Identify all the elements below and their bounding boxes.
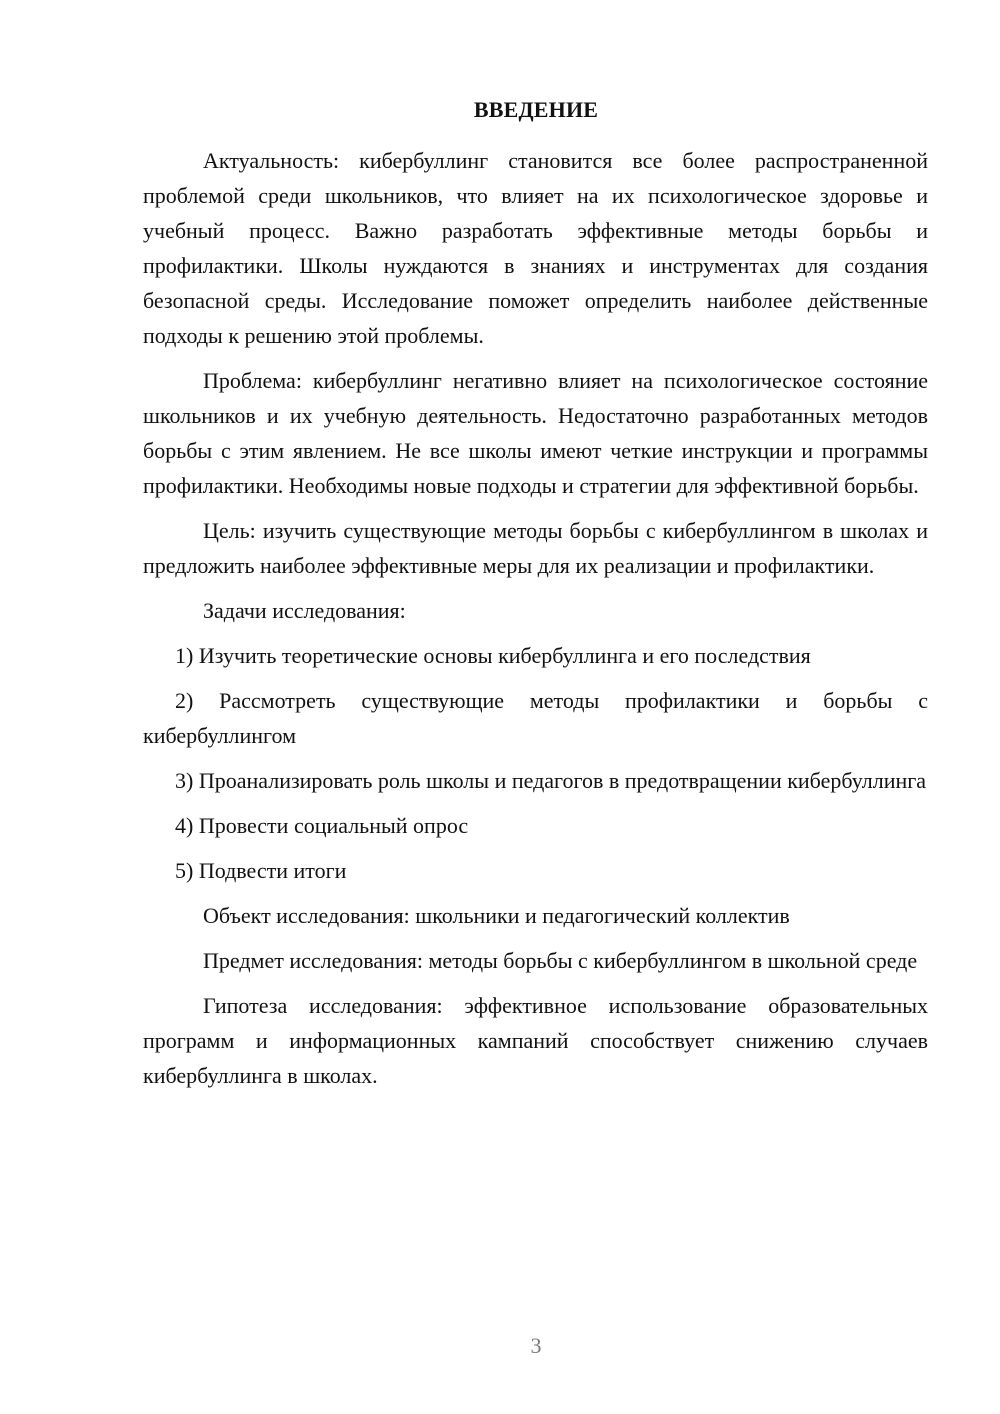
document-title: ВВЕДЕНИЕ xyxy=(473,97,599,122)
paragraph-goal: Цель: изучить существующие методы борьбы с кибербуллингом в школах и предложить наиболее эффективные меры для их реализации и профилактики. xyxy=(143,518,928,578)
paragraph-subject: Предмет исследования: методы борьбы с кибербуллингом в школьной среде xyxy=(203,948,918,973)
paragraph-hypothesis: Гипотеза исследования: эффективное использование образовательных программ и информационных кампаний способствует снижению случаев кибербуллинга в школах. xyxy=(143,993,928,1088)
task-item: 3) Проанализировать роль школы и педагогов в предотвращении кибербуллинга xyxy=(175,768,927,793)
task-item: 5) Подвести итоги xyxy=(175,858,347,883)
task-item: 2) Рассмотреть существующие методы профилактики и борьбы с кибербуллингом xyxy=(143,688,928,748)
task-item: 4) Провести социальный опрос xyxy=(175,813,469,838)
paragraph-relevance: Актуальность: кибербуллинг становится все более распространенной проблемой среди школьников, что влияет на их психологическое здоровье и учебный процесс. Важно разработать эффективные методы борьбы и профилактики. Школы нуждаются в знаниях и инструментах для создания безопасной среды. Исследование поможет определить наиболее действенные подходы к решению этой проблемы. xyxy=(143,148,928,348)
paragraph-problem: Проблема: кибербуллинг негативно влияет на психологическое состояние школьников и их учебную деятельность. Недостаточно разработанных методов борьбы с этим явлением. Не все школы имеют четкие инструкции и программы профилактики. Необходимы новые подходы и стратегии для эффективной борьбы. xyxy=(143,368,928,498)
document-body xyxy=(143,143,928,1103)
page-number: 3 xyxy=(530,1333,542,1358)
task-item: 1) Изучить теоретические основы кибербуллинга и его последствия xyxy=(175,643,811,668)
paragraph-object: Объект исследования: школьники и педагогический коллектив xyxy=(203,903,790,928)
paragraph-tasks-heading: Задачи исследования: xyxy=(203,598,406,623)
